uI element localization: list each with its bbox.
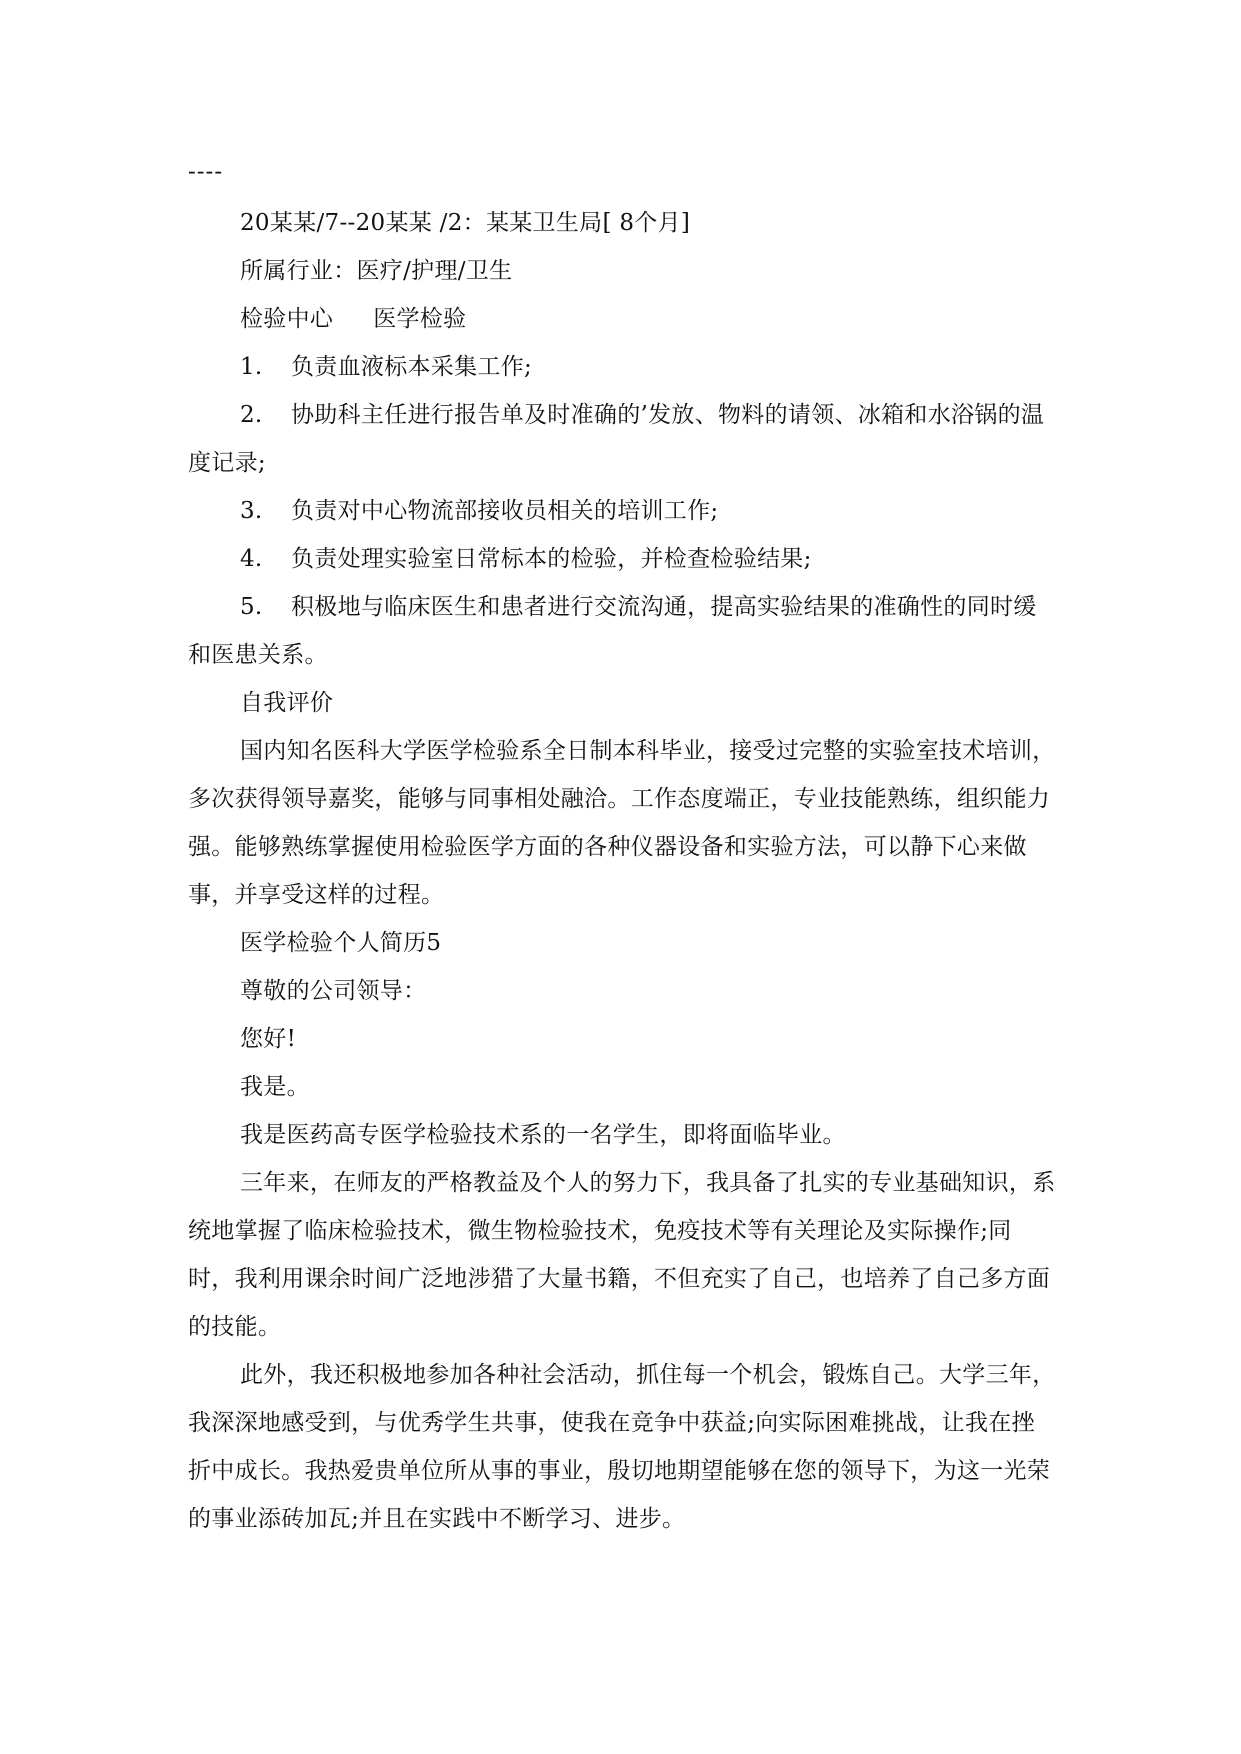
greeting: 尊敬的公司领导： (240, 978, 427, 1004)
department-line (188, 295, 1058, 343)
position-name: 医学检验 (373, 306, 467, 332)
duty-number: 1. (240, 354, 263, 380)
paragraph-3: 此外，我还积极地参加各种社会活动，抓住每一个机会，锻炼自己。大学三年，我深深地感受到，与优秀学生共事，使我在竞争中获益;向实际困难挑战，让我在挫折中成长。我热爱贵单位所从事的事业，殷切地期望能够在您的领导下，为这一光荣的事业添砖加瓦;并且在实践中不断学习、进步。 (188, 1362, 1056, 1532)
document-body (188, 151, 1058, 1543)
job-period: 20某某/7--20某某 /2：某某卫生局[ 8个月] (240, 210, 691, 236)
duty-text: 积极地与临床医生和患者进行交流沟通，提高实验结果的准确性的同时缓和医患关系。 (188, 594, 1037, 668)
self-eval-heading: 自我评价 (240, 690, 334, 716)
duty-item-4 (188, 535, 1058, 583)
duty-text: 负责血液标本采集工作; (291, 354, 533, 380)
paragraph-1: 我是医药高专医学检验技术系的一名学生，即将面临毕业。 (240, 1122, 846, 1148)
duty-text: 负责处理实验室日常标本的检验，并检查检验结果; (291, 546, 812, 572)
duty-text: 负责对中心物流部接收员相关的培训工作; (291, 498, 719, 524)
paragraph-2: 三年来，在师友的严格教益及个人的努力下，我具备了扎实的专业基础知识，系统地掌握了临床检验技术，微生物检验技术，免疫技术等有关理论及实际操作;同时，我利用课余时间广泛地涉猎了大量书籍，不但充实了自己，也培养了自己多方面的技能。 (188, 1170, 1056, 1340)
duty-number: 4. (240, 546, 263, 572)
duty-text: 协助科主任进行报告单及时准确的’发放、物料的请领、冰箱和水浴锅的温度记录; (188, 402, 1045, 476)
duty-item-1 (188, 343, 1058, 391)
intro: 我是。 (240, 1074, 310, 1100)
resume-title: 医学检验个人简历5 (240, 930, 442, 956)
industry-line: 所属行业：医疗/护理/卫生 (240, 258, 513, 284)
duty-item-3 (188, 487, 1058, 535)
separator-rule: ---- (188, 159, 224, 185)
duty-number: 2. (240, 402, 263, 428)
self-eval-text: 国内知名医科大学医学检验系全日制本科毕业，接受过完整的实验室技术培训，多次获得领导嘉奖，能够与同事相处融洽。工作态度端正，专业技能熟练，组织能力强。能够熟练掌握使用检验医学方面的各种仪器设备和实验方法，可以静下心来做事，并享受这样的过程。 (188, 738, 1056, 908)
duty-item-2 (188, 391, 1058, 487)
hello: 您好! (240, 1026, 297, 1052)
department-name: 检验中心 (240, 306, 334, 332)
duty-item-5 (188, 583, 1058, 679)
duty-number: 3. (240, 498, 263, 524)
duty-number: 5. (240, 594, 263, 620)
